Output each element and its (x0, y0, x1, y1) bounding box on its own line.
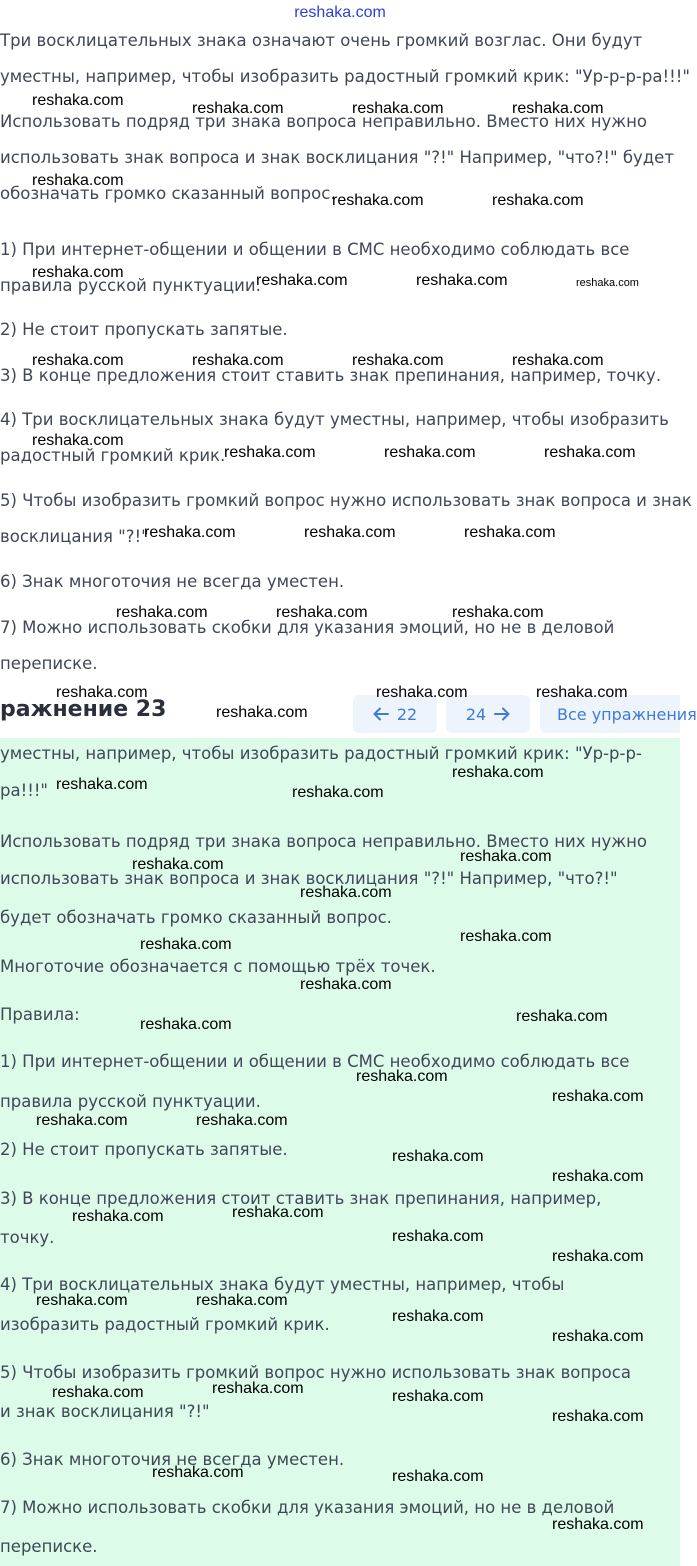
text-line: 3) В конце предложения стоит ставить знак препинания, например, (0, 1189, 602, 1208)
watermark: reshaka.com (36, 1292, 128, 1309)
watermark: reshaka.com (376, 684, 468, 701)
text-line: будет обозначать громко сказанный вопрос. (0, 908, 392, 927)
watermark: reshaka.com (196, 1112, 288, 1129)
text-line: 5) Чтобы изобразить громкий вопрос нужно использовать знак вопроса и знак (0, 491, 692, 510)
text-line: 6) Знак многоточия не всегда уместен. (0, 572, 345, 591)
watermark: reshaka.com (56, 684, 148, 701)
arrow-right-icon (494, 707, 510, 721)
all-exercises-label: Все упражнения (557, 704, 697, 724)
watermark: reshaka.com (516, 1008, 608, 1025)
text-line: 7) Можно использовать скобки для указания эмоций, но не в деловой (0, 618, 615, 637)
watermark: reshaka.com (196, 1292, 288, 1309)
watermark: reshaka.com (224, 444, 316, 461)
watermark: reshaka.com (392, 1468, 484, 1485)
watermark: reshaka.com (460, 848, 552, 865)
watermark: reshaka.com (32, 264, 124, 281)
watermark: reshaka.com (300, 884, 392, 901)
watermark: reshaka.com (32, 172, 124, 189)
watermark: reshaka.com (36, 1112, 128, 1129)
watermark: reshaka.com (384, 444, 476, 461)
watermark: reshaka.com (300, 976, 392, 993)
text-line: 1) При интернет-общении и общении в СМС необходимо соблюдать все (0, 1052, 630, 1071)
text-line: 4) Три восклицательных знака будут уместны, например, чтобы изобразить (0, 410, 669, 429)
exercise-title: ражнение 23 (0, 697, 167, 722)
text-line: Правила: (0, 1005, 80, 1024)
watermark: reshaka.com (552, 1248, 644, 1265)
text-line: Многоточие обозначается с помощью трёх точек. (0, 957, 436, 976)
watermark: reshaka.com (352, 100, 444, 117)
watermark: reshaka.com (332, 192, 424, 209)
text-line: 1) При интернет-общении и общении в СМС необходимо соблюдать все (0, 240, 630, 259)
text-line: уместны, например, чтобы изобразить радостный громкий крик: "Ур-р-р- (0, 744, 642, 763)
watermark: reshaka.com (192, 100, 284, 117)
text-line: 2) Не стоит пропускать запятые. (0, 1140, 288, 1159)
watermark: reshaka.com (576, 277, 639, 289)
arrow-left-icon (373, 707, 389, 721)
text-line: правила русской пунктуации. (0, 276, 261, 295)
text-line: точку. (0, 1228, 55, 1247)
text-line: изобразить радостный громкий крик. (0, 1315, 330, 1334)
prev-exercise-label: 22 (396, 704, 418, 724)
watermark: reshaka.com (460, 928, 552, 945)
watermark: reshaka.com (56, 776, 148, 793)
watermark: reshaka.com (544, 444, 636, 461)
text-line: Использовать подряд три знака вопроса неправильно. Вместо них нужно (0, 832, 648, 851)
watermark: reshaka.com (392, 1388, 484, 1405)
text-line: переписке. (0, 1537, 98, 1556)
prev-exercise-button[interactable] (353, 695, 437, 733)
watermark: reshaka.com (256, 272, 348, 289)
text-line: переписке. (0, 654, 98, 673)
next-exercise-button[interactable] (446, 695, 530, 733)
text-line: Использовать подряд три знака вопроса неправильно. Вместо них нужно (0, 112, 648, 131)
watermark: reshaka.com (352, 352, 444, 369)
watermark: reshaka.com (392, 1228, 484, 1245)
watermark: reshaka.com (536, 684, 628, 701)
watermark: reshaka.com (392, 1308, 484, 1325)
watermark: reshaka.com (144, 524, 236, 541)
watermark: reshaka.com (32, 92, 124, 109)
text-line: 7) Можно использовать скобки для указания эмоций, но не в деловой (0, 1498, 615, 1517)
watermark: reshaka.com (32, 432, 124, 449)
text-line: 2) Не стоит пропускать запятые. (0, 320, 288, 339)
watermark: reshaka.com (32, 352, 124, 369)
watermark: reshaka.com (392, 1148, 484, 1165)
site-logo-link[interactable]: reshaka.com (294, 4, 386, 21)
text-line: правила русской пунктуации. (0, 1092, 261, 1111)
text-line: 6) Знак многоточия не всегда уместен. (0, 1450, 345, 1469)
text-line: 4) Три восклицательных знака будут уместны, например, чтобы (0, 1275, 565, 1294)
watermark: reshaka.com (132, 856, 224, 873)
watermark: reshaka.com (452, 764, 544, 781)
watermark: reshaka.com (304, 524, 396, 541)
watermark: reshaka.com (140, 1016, 232, 1033)
watermark: reshaka.com (356, 1068, 448, 1085)
watermark: reshaka.com (152, 1464, 244, 1481)
text-line: использовать знак вопроса и знак восклицания "?!" Например, "что?!" будет (0, 148, 674, 167)
watermark: reshaka.com (464, 524, 556, 541)
watermark: reshaka.com (212, 1380, 304, 1397)
watermark: reshaka.com (232, 1204, 324, 1221)
watermark: reshaka.com (276, 604, 368, 621)
watermark: reshaka.com (552, 1168, 644, 1185)
text-line: и знак восклицания "?!" (0, 1402, 210, 1421)
text-line: восклицания "?!" (0, 527, 149, 546)
text-line: радостный громкий крик. (0, 446, 226, 465)
answer-panel (0, 738, 680, 1566)
text-line: Три восклицательных знака означают очень громкий возглас. Они будут (0, 31, 643, 50)
watermark: reshaka.com (452, 604, 544, 621)
watermark: reshaka.com (52, 1384, 144, 1401)
watermark: reshaka.com (292, 784, 384, 801)
watermark: reshaka.com (512, 100, 604, 117)
watermark: reshaka.com (192, 352, 284, 369)
watermark: reshaka.com (552, 1328, 644, 1345)
watermark: reshaka.com (512, 352, 604, 369)
watermark: reshaka.com (552, 1088, 644, 1105)
watermark: reshaka.com (416, 272, 508, 289)
watermark: reshaka.com (116, 604, 208, 621)
site-header (0, 0, 680, 24)
text-line: использовать знак вопроса и знак восклицания "?!" Например, "что?!" (0, 869, 618, 888)
watermark: reshaka.com (492, 192, 584, 209)
watermark: reshaka.com (72, 1208, 164, 1225)
text-line: уместны, например, чтобы изобразить радостный громкий крик: "Ур-р-р-ра!!!" (0, 67, 690, 86)
next-exercise-label: 24 (465, 704, 487, 724)
text-line: ра!!!" (0, 781, 49, 800)
watermark: reshaka.com (552, 1516, 644, 1533)
text-line: 3) В конце предложения стоит ставить знак препинания, например, точку. (0, 366, 662, 385)
all-exercises-button[interactable] (540, 695, 697, 733)
watermark: reshaka.com (216, 704, 308, 721)
text-line: обозначать громко сказанный вопрос. (0, 184, 336, 203)
watermark: reshaka.com (552, 1408, 644, 1425)
text-line: 5) Чтобы изобразить громкий вопрос нужно использовать знак вопроса (0, 1363, 631, 1382)
watermark: reshaka.com (140, 936, 232, 953)
